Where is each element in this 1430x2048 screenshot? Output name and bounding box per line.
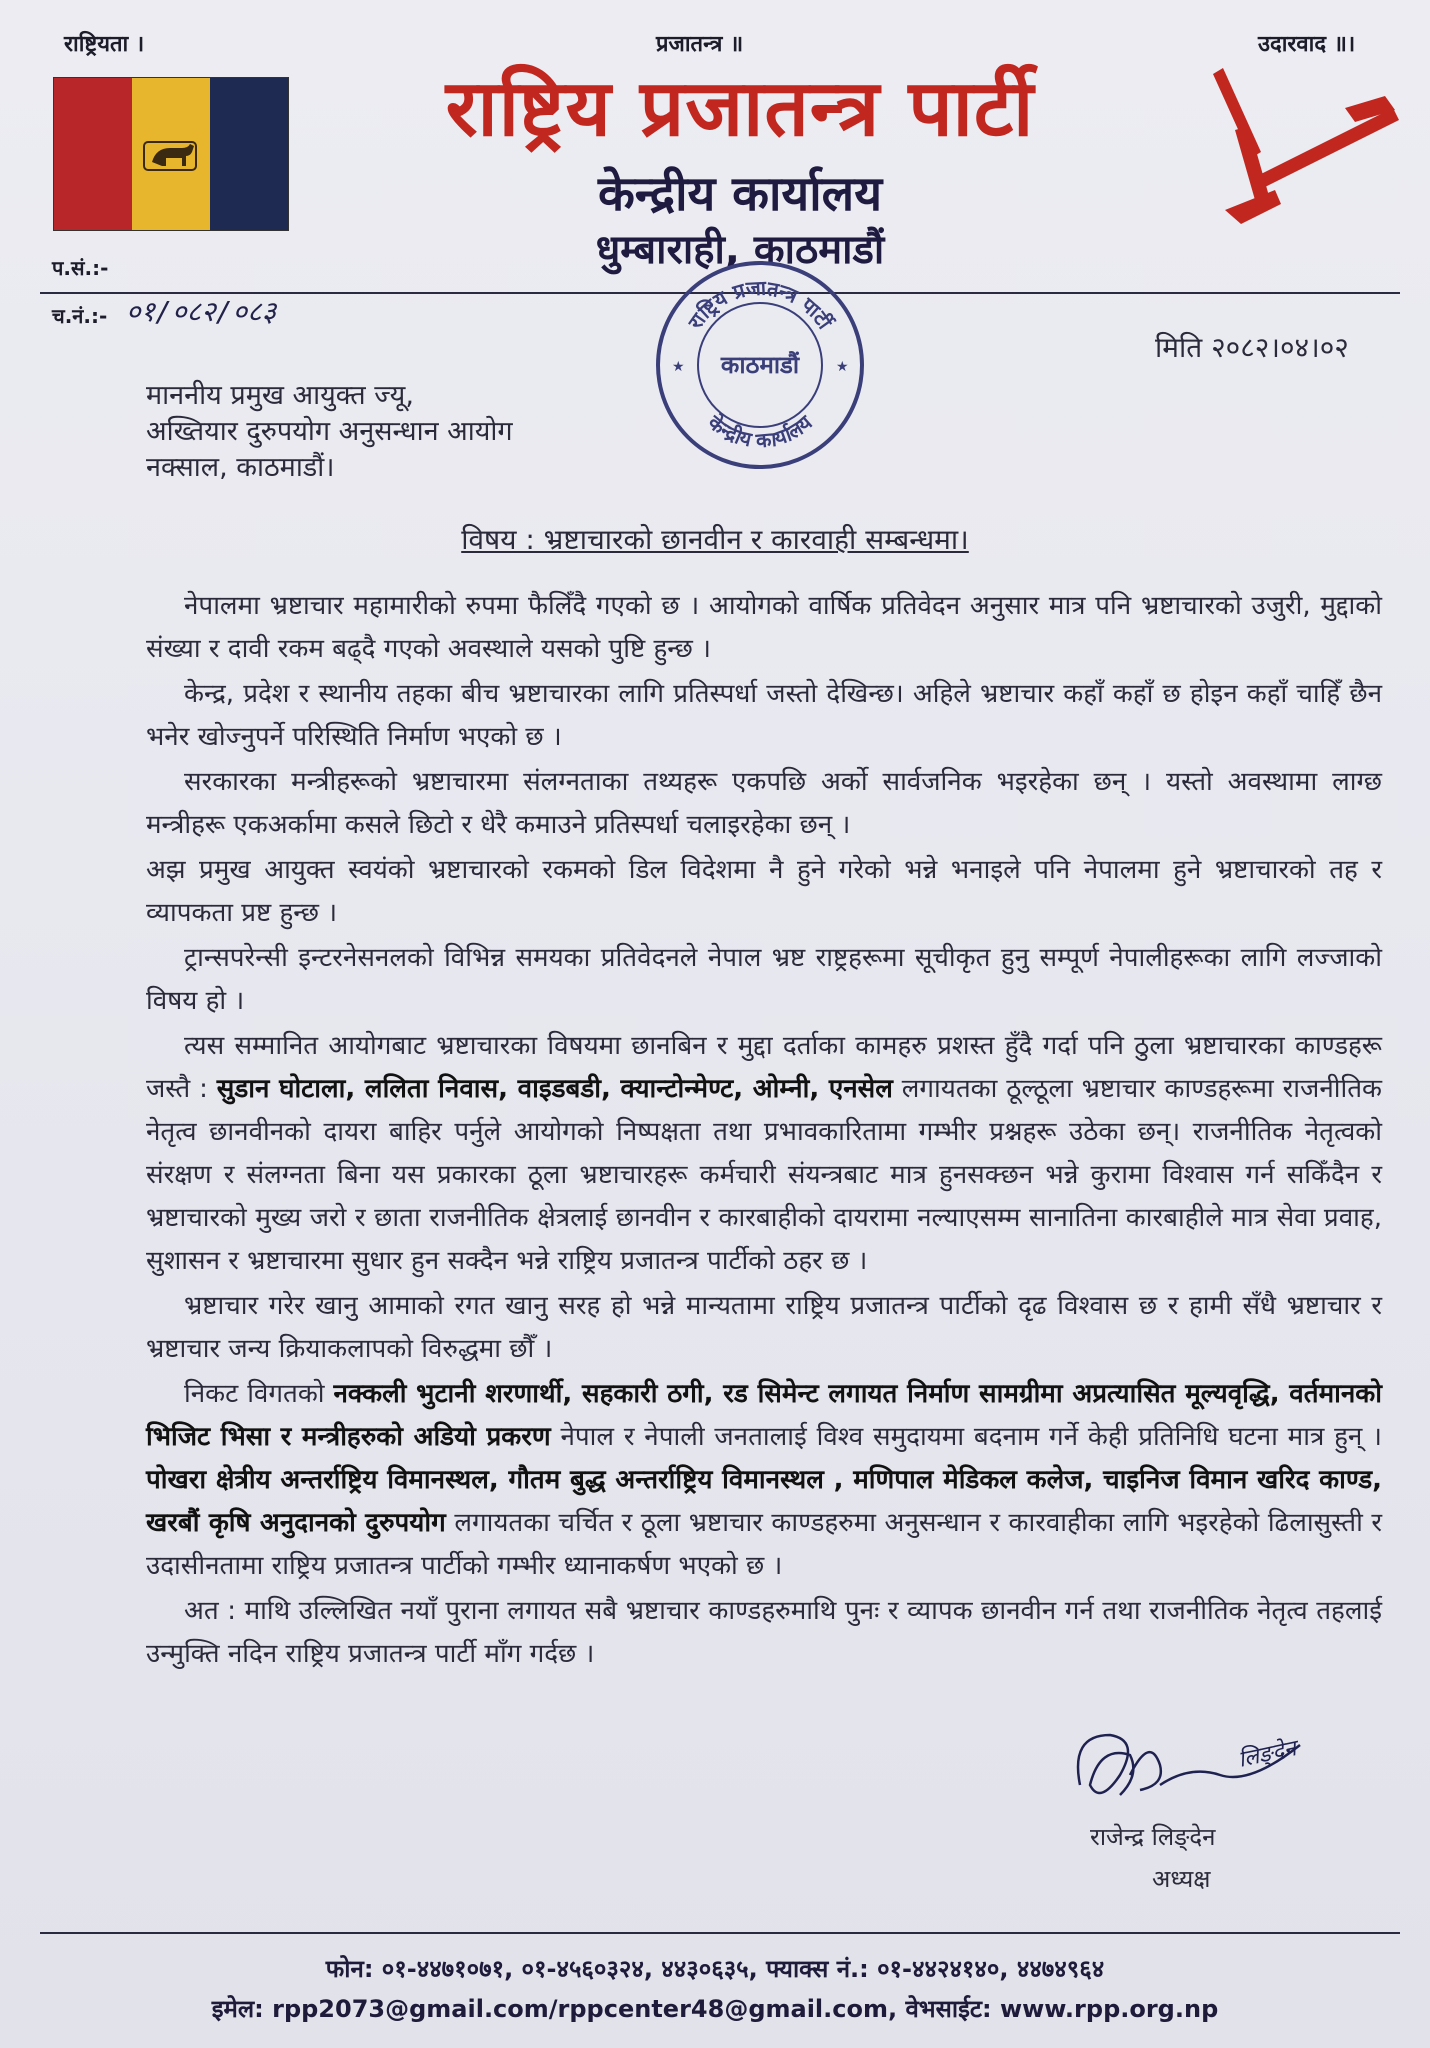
motto-liberalism: उदारवाद ॥। <box>1258 32 1356 57</box>
major-scandals: पोखरा क्षेत्रीय अन्तर्राष्ट्रिय विमानस्थल, गौतम बुद्ध अन्तर्राष्ट्रिय विमानस्थल , मणिपाल मेडिकल कलेज, चाइनिज विमान खरिद काण्ड, खरबौं कृषि अनुदानको दुरुपयोग <box>146 1465 1382 1538</box>
signature-handwriting-text: लिङ्देन <box>1236 1736 1299 1773</box>
body-paragraph: अझ प्रमुख आयुक्त स्वयंको भ्रष्टाचारको रकमको डिल विदेशमा नै हुने गरेको भन्ने भनाइले पनि नेपालमा हुने भ्रष्टाचारको तह र व्यापकता प्रष्ट हुन्छ । <box>146 855 1382 928</box>
motto-nationalism: राष्ट्रियता । <box>64 32 145 57</box>
body-paragraph: निकट विगतको नक्कली भुटानी शरणार्थी, सहकारी ठगी, रड सिमेन्ट लगायत निर्माण सामग्रीमा अप्रत्यासित मूल्यवृद्धि, वर्तमानको भिजिट भिसा र मन्त्रीहरुको अडियो प्रकरण नेपाल र नेपाली जनतालाई विश्व समुदायमा बदनाम गर्ने केही प्रतिनिधि घटना मात्र हुन् । पोखरा क्षेत्रीय अन्तर्राष्ट्रिय विमानस्थल, गौतम बुद्ध अन्तर्राष्ट्रिय विमानस्थल , मणिपाल मेडिकल कलेज, चाइनिज विमान खरिद काण्ड, खरबौं कृषि अनुदानको दुरुपयोग लगायतका चर्चित र ठूला भ्रष्टाचार काण्डहरुमा अनुसन्धान र कारवाहीका लागि भइरहेको ढिलासुस्ती र उदासीनतामा राष्ट्रिय प्रजातन्त्र पार्टीको गम्भीर ध्यानाकर्षण भएको छ । <box>146 1379 1383 1581</box>
stamp-bottom-text: केन्द्रीय कार्यालय <box>703 410 817 453</box>
stamp-star-icon: ★ <box>836 359 849 375</box>
flag-stripe-red <box>54 78 132 230</box>
body-paragraph: नेपालमा भ्रष्टाचार महामारीको रुपमा फैलिँदै गएको छ । आयोगको वार्षिक प्रतिवेदन अनुसार मात्र पनि भ्रष्टाचारको उजुरी, मुद्दाको संख्या र दावी रकम बढ्दै गएको अवस्थाले यसको पुष्टि हुन्छ । <box>146 591 1382 664</box>
svg-text:केन्द्रीय कार्यालय <box>703 409 818 452</box>
scandal-list: सुडान घोटाला, ललिता निवास, वाइडबडी, क्यान्टोन्मेण्ट, ओम्नी, एनसेल <box>216 1074 893 1104</box>
footer-phone: फोन: ०१-४४७१०७१, ०१-४५६०३२४, ४४३०६३५, फ्याक्स नं.: ०१-४४२४१४०, ४४७४९६४ <box>325 1955 1105 1983</box>
addressee-line: अख्तियार दुरुपयोग अनुसन्धान आयोग <box>146 416 513 447</box>
footer-divider <box>40 1932 1400 1934</box>
ps-label: प.सं.:- <box>52 256 109 280</box>
flag-stripe-yellow <box>132 78 210 230</box>
body-paragraph: अत : माथि उल्लिखित नयाँ पुराना लगायत सबै भ्रष्टाचार काण्डहरुमाथि पुनः र व्यापक छानवीन गर्न तथा राजनीतिक नेतृत्व तहलाई उन्मुक्ति नदिन राष्ट्रिय प्रजातन्त्र पार्टी माँग गर्दछ । <box>146 1596 1382 1669</box>
office-stamp <box>650 255 870 475</box>
party-flag <box>54 78 288 230</box>
flag-stripe-blue <box>210 78 288 230</box>
letter-subject: विषय : भ्रष्टाचारको छानवीन र कारवाही सम्बन्धमा। <box>461 523 969 556</box>
office-location: धुम्बाराही, काठमाडौं <box>595 227 885 273</box>
stamp-center-text: काठमाडौं <box>720 351 800 379</box>
office-name: केन्द्रीय कार्यालय <box>597 166 883 222</box>
signer-name: राजेन्द्र लिङ्देन <box>1090 1823 1216 1851</box>
footer-email: इमेल: rpp2073@gmail.com/rppcenter48@gmail.com, वेभसाईट: www.rpp.org.np <box>211 1995 1219 2023</box>
svg-text:राष्ट्रिय प्रजातन्त्र पार्टी <box>683 276 838 335</box>
addressee-block <box>146 378 513 486</box>
letter-date: मिति २०८२।०४।०२ <box>1155 331 1349 364</box>
party-name: राष्ट्रिय प्रजातन्त्र पार्टी <box>445 64 1035 154</box>
cow-emblem-icon <box>138 132 204 176</box>
motto-democracy: प्रजातन्त्र ॥ <box>656 32 744 57</box>
body-paragraph: त्यस सम्मानित आयोगबाट भ्रष्टाचारका विषयमा छानबिन र मुद्दा दर्ताका कामहरु प्रशस्त हुँदै गर्दा पनि ठुला भ्रष्टाचारका काण्डहरू जस्तै : सुडान घोटाला, ललिता निवास, वाइडबडी, क्यान्टोन्मेण्ट, ओम्नी, एनसेल लगायतका ठूल्ठूला भ्रष्टाचार काण्डहरूमा राजनीतिक नेतृत्व छानवीनको दायरा बाहिर पर्नुले आयोगको निष्पक्षता तथा प्रभावकारितामा गम्भीर प्रश्नहरू उठेका छन्। राजनीतिक नेतृत्वको संरक्षण र संलग्नता बिना यस प्रकारका ठूला भ्रष्टाचारहरू कर्मचारी संयन्त्रबाट मात्र हुनसक्छन भन्ने कुरामा विश्वास गर्न सकिँदैन र भ्रष्टाचारको मुख्य जरो र छाता राजनीतिक क्षेत्रलाई छानवीन र कारबाहीको दायरामा नल्याएसम्म सानातिना कारबाहीले मात्र सेवा प्रवाह, सुशासन र भ्रष्टाचारमा सुधार हुन सक्दैन भन्ने राष्ट्रिय प्रजातन्त्र पार्टीको ठहर छ । <box>146 1031 1383 1276</box>
letter-body <box>146 585 1382 1678</box>
addressee-line: माननीय प्रमुख आयुक्त ज्यू, <box>146 380 414 411</box>
cn-label: च.नं.:- <box>52 304 108 328</box>
body-paragraph: सरकारका मन्त्रीहरूको भ्रष्टाचारमा संलग्नताका तथ्यहरू एकपछि अर्को सार्वजनिक भइरहेका छन् । यस्तो अवस्थामा लाग्छ मन्त्रीहरू एकअर्कामा कसले छिटो र धेरै कमाउने प्रतिस्पर्धा चलाइरहेका छन् । <box>146 767 1382 840</box>
signer-title: अध्यक्ष <box>1152 1865 1211 1893</box>
plough-symbol-icon <box>1195 60 1405 240</box>
recent-scandals: नक्कली भुटानी शरणार्थी, सहकारी ठगी, रड सिमेन्ट लगायत निर्माण सामग्रीमा अप्रत्यासित मूल्यवृद्धि, वर्तमानको भिजिट भिसा र मन्त्रीहरुको अडियो प्रकरण <box>146 1379 1382 1452</box>
body-paragraph: भ्रष्टाचार गरेर खानु आमाको रगत खानु सरह हो भन्ने मान्यतामा राष्ट्रिय प्रजातन्त्र पार्टीको दृढ विश्वास छ र हामी सँधै भ्रष्टाचार र भ्रष्टाचार जन्य क्रियाकलापको विरुद्धमा छौँ । <box>146 1291 1382 1364</box>
cn-value: ०१/०८२/०८३ <box>126 295 277 328</box>
body-paragraph: ट्रान्सपरेन्सी इन्टरनेसनलको विभिन्न समयका प्रतिवेदनले नेपाल भ्रष्ट राष्ट्रहरूमा सूचीकृत हुनु सम्पूर्ण नेपालीहरूका लागि लज्जाको विषय हो । <box>146 943 1382 1016</box>
stamp-top-text: राष्ट्रिय प्रजातन्त्र पार्टी <box>683 275 837 334</box>
addressee-line: नक्साल, काठमाडौं। <box>146 452 335 483</box>
body-paragraph: केन्द्र, प्रदेश र स्थानीय तहका बीच भ्रष्टाचारका लागि प्रतिस्पर्धा जस्तो देखिन्छ। अहिले भ्रष्टाचार कहाँ कहाँ छ होइन कहाँ चाहिँ छैन भनेर खोज्नुपर्ने परिस्थिति निर्माण भएको छ । <box>146 679 1382 752</box>
stamp-star-icon: ★ <box>672 359 685 375</box>
